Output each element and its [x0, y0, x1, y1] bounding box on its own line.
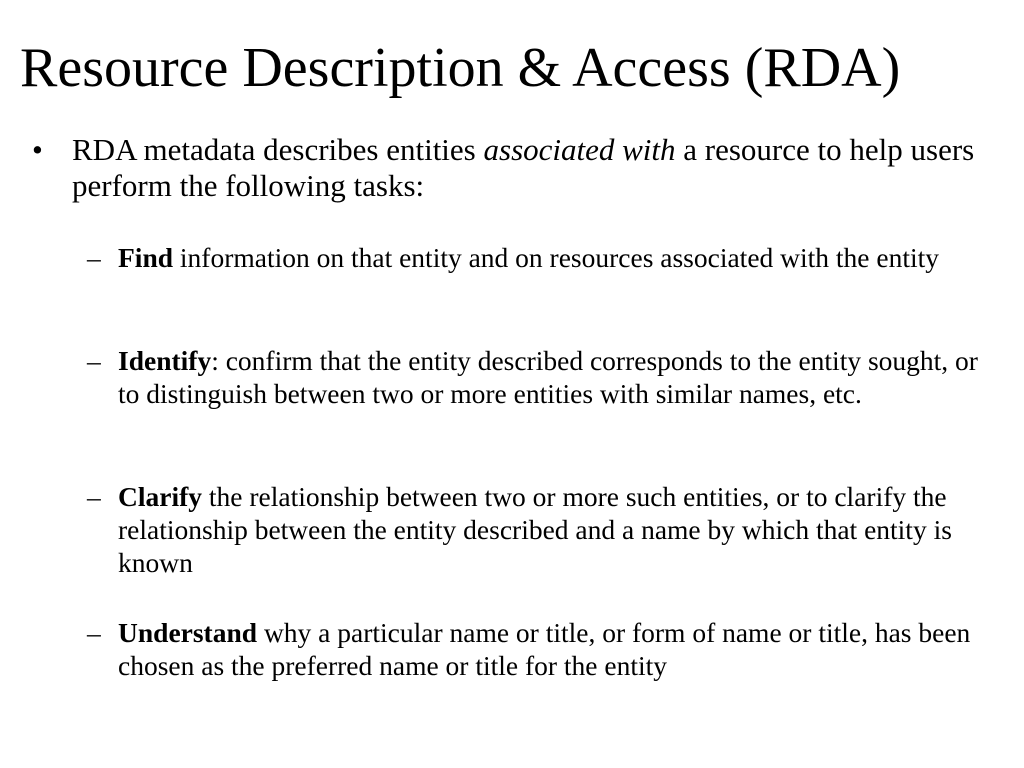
dash-marker-icon: –	[87, 617, 101, 648]
dash-marker-icon: –	[87, 242, 101, 273]
dash-marker-icon: –	[87, 481, 101, 512]
main-bullet-text	[72, 132, 1010, 204]
task-clarify-text	[118, 480, 997, 579]
bullet-marker-icon: •	[32, 132, 43, 167]
task-identify-text	[118, 344, 997, 410]
task-identify-description: : confirm that the entity described corresponds to the entity sought, or to distinguish between two or more entities with similar names, etc.	[118, 345, 978, 409]
task-understand-text	[118, 616, 997, 682]
task-identify-term: Identify	[118, 345, 212, 376]
task-clarify-description: the relationship between two or more such entities, or to clarify the relationship between the entity described and a name by which that entity is known	[118, 481, 952, 578]
task-understand-description: why a particular name or title, or form of name or title, has been chosen as the preferred name or title for the entity	[118, 617, 971, 681]
task-find-description: information on that entity and on resources associated with the entity	[173, 242, 940, 273]
slide-title: Resource Description & Access (RDA)	[20, 37, 901, 99]
task-find	[87, 241, 997, 274]
dash-marker-icon: –	[87, 345, 101, 376]
main-bullet-emphasis: associated with	[483, 132, 676, 167]
task-understand	[87, 616, 997, 682]
main-bullet-text-start: RDA metadata describes entities	[72, 132, 484, 167]
task-understand-term: Understand	[118, 617, 258, 648]
task-find-text	[118, 241, 997, 274]
main-bullet	[30, 132, 1010, 204]
task-clarify-term: Clarify	[118, 481, 203, 512]
task-identify	[87, 344, 997, 410]
main-bullet-text-end: a resource to help users perform the following tasks:	[72, 132, 975, 203]
task-find-term: Find	[118, 242, 174, 273]
task-clarify	[87, 480, 997, 579]
